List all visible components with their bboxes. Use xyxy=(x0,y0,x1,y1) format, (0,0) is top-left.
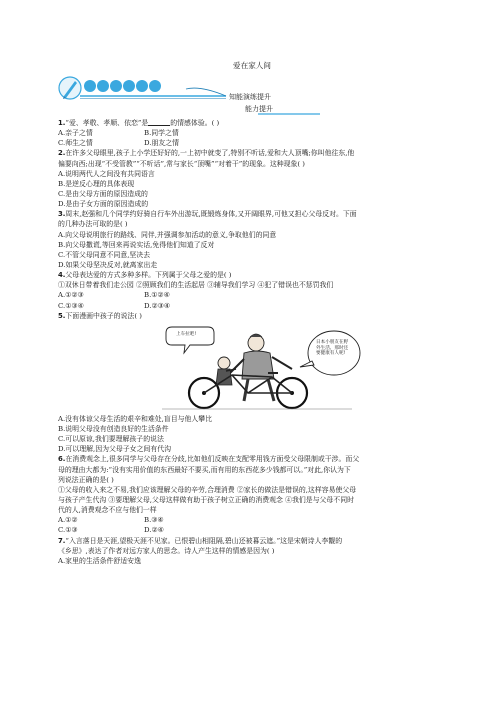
q1-option-d: D.朋友之情 xyxy=(144,139,180,148)
q3-number: 3. xyxy=(58,210,66,219)
q1-option-c: C.师生之情 xyxy=(58,139,93,148)
bubble-line-2: 外生活、那时还 xyxy=(316,345,349,351)
q4-line1 xyxy=(58,270,450,280)
q3-option-a: A.向父母说明旅行的路线、同伴,并强调参加活动的意义,争取他们的同意 xyxy=(58,230,277,239)
q5-option-c: C.可以原谅,我们要理解孩子的说法 xyxy=(58,435,164,444)
q3-line1 xyxy=(58,209,450,219)
q4-option-d: D.②③④ xyxy=(144,301,171,310)
q3-option-c: C.不管父母同意不同意,坚决去 xyxy=(58,250,151,259)
q2-line1 xyxy=(58,148,450,158)
q7-option-a: A.家里的生活条件舒适安逸 xyxy=(58,556,141,565)
q6-text-1: 在消费观念上,很多同学与父母存在分歧,比如他们反映在支配零用钱方面受父母限制或干涉。而父 xyxy=(65,455,360,464)
q5-number: 5. xyxy=(58,311,66,320)
q1-options-cd xyxy=(58,138,450,148)
section-banner xyxy=(58,76,328,120)
circle-badges xyxy=(84,80,161,92)
q6-line2: 母的理由大都为:“没有实用价值的东西最好不要买,而有用的东西花多少钱都可以。”对此,你认为下 xyxy=(58,465,351,474)
q5-line1 xyxy=(58,311,450,321)
q3-option-b: B.向父母撒谎,等回来再说实话,免得他们知道了反对 xyxy=(58,240,215,249)
bubble-line-3: 要健康有人呢! xyxy=(316,351,346,357)
q2-option-d: D.是由子女方面的原因造成的 xyxy=(58,200,149,209)
q4-option-b: B.①②④ xyxy=(144,291,170,300)
child-head xyxy=(218,357,230,369)
q6-line6: 代的人,消费观念不应与他们一样 xyxy=(58,506,157,515)
q2-option-c: C.是由父母方面的原因造成的 xyxy=(58,189,148,198)
q5-option-d: D.可以理解,因为父母子女之间有代沟 xyxy=(58,445,172,454)
q7-line1 xyxy=(58,536,450,546)
q4-text-1: 父母表达爱的方式多种多样。下列属于父母之爱的是( ) xyxy=(65,271,232,280)
q2-option-b: B.是逆反心理的具体表现 xyxy=(58,179,135,188)
q1-options-ab xyxy=(58,128,450,138)
q1-blank xyxy=(148,118,170,126)
q6-line3: 列说法正确的是( ) xyxy=(58,475,114,484)
q6-options-cd xyxy=(58,525,450,535)
q4-option-c: C.①③④ xyxy=(58,301,84,310)
q3-line2: 的几种办法可取的是( ) xyxy=(58,220,128,229)
q5-option-b: B.说明父母没有创造良好的生活条件 xyxy=(58,424,169,433)
q1-stem xyxy=(58,118,450,128)
q6-line4: ①父母的收入来之不易,我们应该理解父母的辛劳,合理消费 ②家长的做法是错误的,这样容易使父母 xyxy=(58,485,357,494)
q6-option-c: C.①③ xyxy=(58,526,78,535)
q5-option-a: A.没有体谅父母生活的艰辛和难处,盲目与他人攀比 xyxy=(58,414,213,423)
q7-number: 7. xyxy=(58,536,66,545)
q2-text-1: 在许多父母眼里,孩子上小学还好好的,一上初中就变了,特别不听话,爱和大人顶嘴;你叫他往东,他 xyxy=(65,149,355,158)
comic-bubble-left-text: 上车拉吧! xyxy=(176,331,197,337)
q6-option-b: B.③④ xyxy=(144,516,164,525)
banner-graphic xyxy=(58,76,328,120)
q4-number: 4. xyxy=(58,271,66,280)
q4-options-cd xyxy=(58,301,450,311)
q6-options-ab xyxy=(58,515,450,525)
q6-option-a: A.①② xyxy=(58,516,78,525)
q6-number: 6. xyxy=(58,455,66,464)
q7-line2: 《乡思》,表达了作者对远方家人的思念。诗人产生这样的情感是因为( ) xyxy=(58,546,275,555)
q1-number: 1. xyxy=(58,119,66,127)
bubble-line-1: 日本小朋友在野 xyxy=(316,339,349,345)
q7-text-1: “入言落日是天涯,望极天涯不见家。已恨碧山相阻隔,碧山还被暮云遮。”这是宋朝诗人李觏的 xyxy=(65,536,343,545)
comic-bubble-right-text xyxy=(316,340,350,357)
pen-icon xyxy=(59,77,81,99)
q1-option-b: B.同学之情 xyxy=(144,129,179,138)
banner-label-main: 知能演练提升 xyxy=(229,93,271,101)
adult-head xyxy=(248,335,264,351)
q1-option-a: A.亲子之情 xyxy=(58,129,93,138)
q1-text-b: 的情感体验。( ) xyxy=(170,119,220,127)
question-list xyxy=(58,118,450,566)
q3-option-d: D.如果父母坚决反对,就离家出走 xyxy=(58,260,158,269)
q2-option-a: A.说明两代人之间没有共同语言 xyxy=(58,169,155,178)
q1-text-a: “爱、孝敬、孝顺、依恋”是 xyxy=(65,119,149,127)
q4-option-a: A.①②③ xyxy=(58,291,84,300)
q2-line2: 偏要向西;出现“不受管教”“不听话”,常与家长“顶嘴”“对着干”的现象。这种现象( ) xyxy=(58,159,305,168)
banner-label-sub: 能力提升 xyxy=(245,105,273,113)
q4-options-ab xyxy=(58,290,450,300)
page-title: 爱在家人间 xyxy=(233,61,271,70)
q6-option-d: D.②④ xyxy=(144,526,164,535)
q5-text-1: 下面漫画中孩子的说法( ) xyxy=(65,311,142,320)
q6-line1 xyxy=(58,454,450,464)
q6-line5: 与孩子产生代沟 ③要理解父母,父母这样做有助于孩子树立正确的消费观念 ④我们是与父母不同时 xyxy=(58,495,354,504)
q3-text-1: 周末,赵强和几个同学约好骑自行车外出游玩,既锻炼身体,又开阔眼界,可他又担心父母反对。下面 xyxy=(65,210,357,219)
q5-comic xyxy=(58,323,450,411)
q4-line2: ①双休日带着我们走公园 ②照顾我们的生活起居 ③辅导我们学习 ④犯了错误也不惩罚我们 xyxy=(58,281,334,290)
q2-number: 2. xyxy=(58,149,66,158)
adult-body xyxy=(242,351,274,379)
